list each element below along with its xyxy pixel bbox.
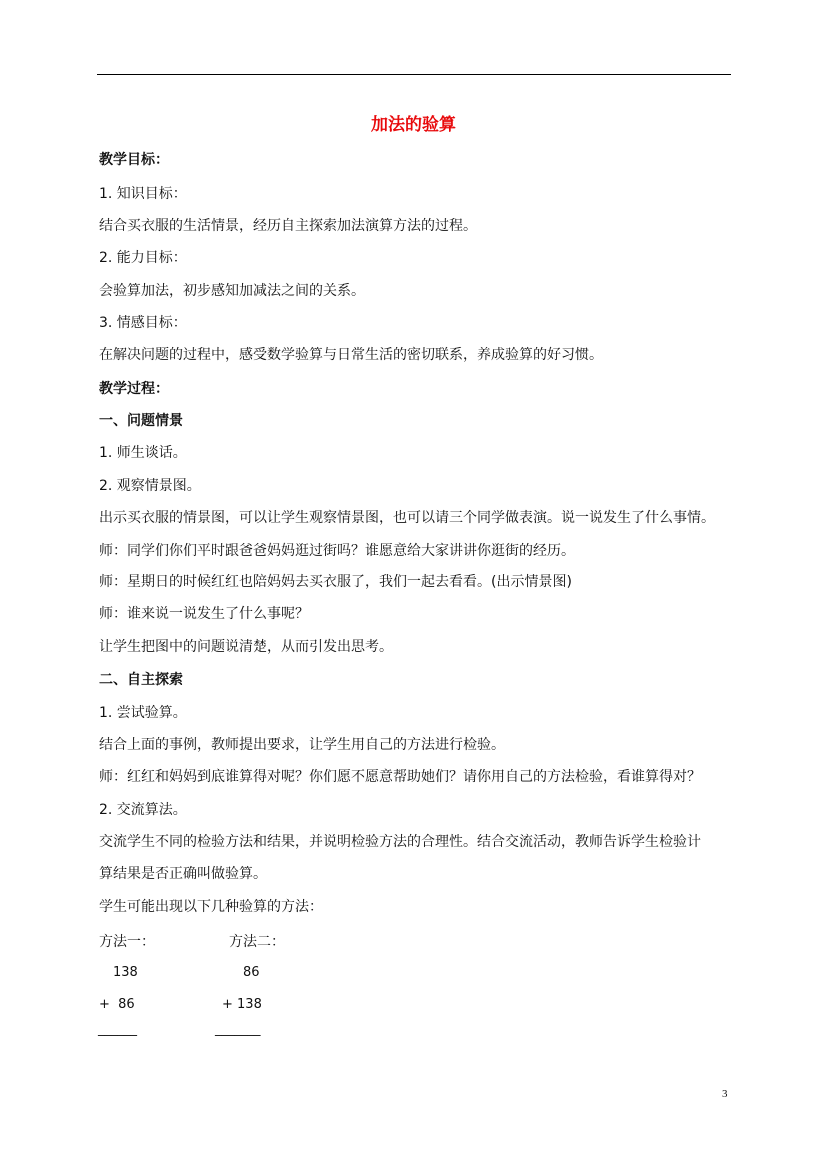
method-one-underline: ______ bbox=[98, 1022, 137, 1037]
body-line: 1. 尝试验算。 bbox=[99, 705, 187, 721]
body-line: 2. 交流算法。 bbox=[99, 802, 187, 818]
body-line: 算结果是否正确叫做验算。 bbox=[99, 866, 267, 882]
method-one-label: 方法一： bbox=[99, 934, 155, 950]
body-line: 让学生把图中的问题说清楚，从而引发出思考。 bbox=[99, 639, 393, 655]
method-two-underline: _______ bbox=[215, 1022, 261, 1037]
section-heading: 教学目标： bbox=[99, 152, 169, 168]
section-heading: 一、问题情景 bbox=[99, 413, 183, 429]
method-one-top-number: 138 bbox=[113, 965, 138, 980]
method-two-label: 方法二： bbox=[229, 934, 285, 950]
document-title: 加法的验算 bbox=[371, 115, 456, 135]
body-line: 师：同学们你们平时跟爸爸妈妈逛过街吗？谁愿意给大家讲讲你逛街的经历。 bbox=[99, 543, 575, 559]
method-two-top-number: 86 bbox=[243, 965, 260, 980]
body-line: 出示买衣服的情景图，可以让学生观察情景图，也可以请三个同学做表演。说一说发生了什么事情。 bbox=[99, 510, 715, 526]
body-line: 结合上面的事例，教师提出要求，让学生用自己的方法进行检验。 bbox=[99, 737, 505, 753]
body-line: 3. 情感目标： bbox=[99, 315, 187, 331]
method-one-addend: + 86 bbox=[99, 997, 135, 1012]
section-heading: 二、自主探索 bbox=[99, 672, 183, 688]
body-line: 在解决问题的过程中，感受数学验算与日常生活的密切联系，养成验算的好习惯。 bbox=[99, 347, 603, 363]
body-line: 1. 师生谈话。 bbox=[99, 445, 187, 461]
section-heading: 教学过程： bbox=[99, 381, 169, 397]
body-line: 2. 能力目标： bbox=[99, 250, 187, 266]
body-line: 会验算加法，初步感知加减法之间的关系。 bbox=[99, 283, 365, 299]
body-line: 交流学生不同的检验方法和结果，并说明检验方法的合理性。结合交流活动，教师告诉学生检验计 bbox=[99, 834, 701, 850]
body-line: 结合买衣服的生活情景，经历自主探索加法演算方法的过程。 bbox=[99, 218, 477, 234]
body-line: 2. 观察情景图。 bbox=[99, 478, 201, 494]
body-line: 师：谁来说一说发生了什么事呢？ bbox=[99, 606, 309, 622]
body-line: 1. 知识目标： bbox=[99, 186, 187, 202]
body-line: 师：星期日的时候红红也陪妈妈去买衣服了，我们一起去看看。(出示情景图) bbox=[99, 574, 572, 590]
method-two-addend: + 138 bbox=[222, 997, 262, 1012]
body-line: 学生可能出现以下几种验算的方法： bbox=[99, 899, 323, 915]
page-number: 3 bbox=[722, 1088, 728, 1100]
header-rule bbox=[97, 74, 731, 75]
body-line: 师：红红和妈妈到底谁算得对呢？你们愿不愿意帮助她们？请你用自己的方法检验，看谁算得对？ bbox=[99, 769, 701, 785]
